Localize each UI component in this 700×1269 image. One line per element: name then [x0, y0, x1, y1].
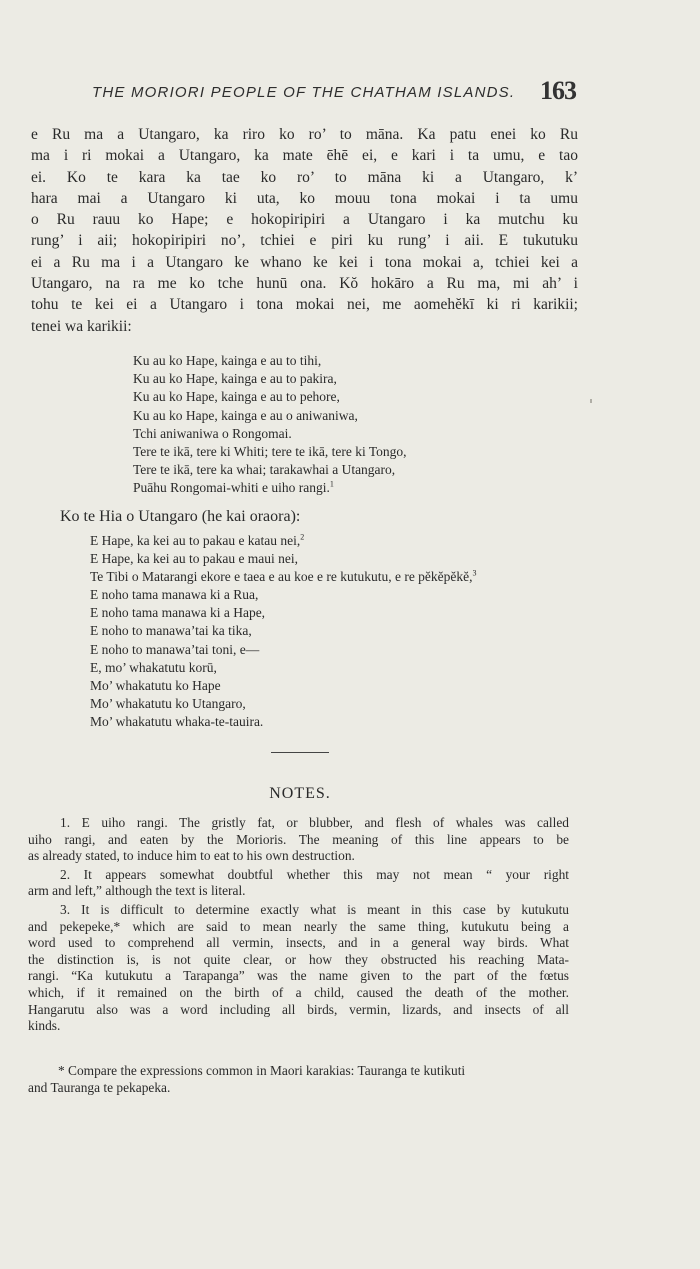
- note-line: 3. It is difficult to determine exactly what is meant in this case by kutukutu: [60, 901, 569, 917]
- chant-line: Tere te ikā, tere ki Whiti; tere te ikā, tere ki Tongo,: [133, 444, 407, 460]
- note-line: the distinction is, is not quite clear, or how they obstructed his reaching Mata-: [28, 951, 569, 967]
- hia-line-text: E Hape, ka kei au to pakau e katau nei,: [90, 533, 301, 548]
- footnote-line: and Tauranga te pekapeka.: [28, 1080, 171, 1095]
- note-line: arm and left,” although the text is literal.: [28, 883, 246, 899]
- hia-line: Mo’ whakatutu ko Hape: [90, 677, 221, 693]
- body-line: ei. Ko te kara ka tae ko ro’ to māna ki a Utangaro, k’: [31, 168, 578, 186]
- body-line: tohu te kei ei a Utangaro i tona mokai nei, me aomehĕkī ki ri karikii;: [31, 296, 578, 314]
- note-line: rangi. “Ka kutukutu a Tarapanga” was the name given to the part of the fœtus: [28, 968, 569, 984]
- note-line: which, if it remained on the birth of a child, caused the death of the mother.: [28, 984, 569, 1000]
- page-speck: [590, 399, 592, 403]
- hia-chant: [90, 532, 477, 731]
- body-line: Utangaro, na ra me ko tche hunū ona. Kŏ hokāro a Ru ma, mi ah’ i: [31, 275, 578, 293]
- body-line: ei a Ru ma i a Utangaro ke whano ke kei i tona mokai a, tchiei kei a: [31, 253, 578, 271]
- note-line: 1. E uiho rangi. The gristly fat, or blubber, and flesh of whales was called: [60, 815, 569, 830]
- note-line: and pekepeke,* which are said to mean nearly the same thing, kutukutu being a: [28, 918, 569, 934]
- subheading: Ko te Hia o Utangaro (he kai oraora):: [60, 508, 301, 525]
- notes-section: [28, 815, 569, 1037]
- chant-line-text: Puāhu Rongomai-whiti e uiho rangi.: [133, 480, 330, 496]
- chant-line: Ku au ko Hape, kainga e au to tihi,: [133, 353, 322, 368]
- note-line: Hangarutu also was a word including all birds, vermin, lizards, and insects of all: [28, 1001, 569, 1017]
- hia-line: E noho to manawa’tai ka tika,: [90, 623, 252, 639]
- hia-line: [90, 568, 477, 586]
- hia-line: E noho tama manawa ki a Hape,: [90, 605, 266, 621]
- note-line: 2. It appears somewhat doubtful whether this may not mean “ your right: [60, 866, 569, 882]
- karakia-chant: [133, 352, 407, 498]
- body-line: hara mai a Utangaro ki uta, ko mouu tona mokai i ta umu: [31, 189, 578, 207]
- hia-line: E noho tama manawa ki a Rua,: [90, 587, 259, 603]
- note-3: [28, 902, 569, 1035]
- notes-heading: NOTES.: [269, 785, 331, 802]
- hia-line: [90, 532, 477, 550]
- hia-line: Mo’ whakatutu ko Utangaro,: [90, 695, 246, 711]
- page-number: 163: [540, 76, 576, 105]
- note-2: [28, 867, 569, 900]
- chant-line: Tere te ikā, tere ka whai; tarakawhai a Utangaro,: [133, 462, 396, 478]
- note-line: word used to comprehend all vermin, insects, and in a general way birds. What: [28, 935, 569, 951]
- hia-line: E noho to manawa’tai toni, e—: [90, 641, 260, 657]
- chant-line: Ku au ko Hape, kainga e au to pehore,: [133, 389, 340, 405]
- chant-line: Ku au ko Hape, kainga e au to pakira,: [133, 371, 337, 387]
- body-line: rung’ i aii; hokopiripiri no’, tchiei e piri ku rung’ i aii. E tukutuku: [31, 232, 578, 250]
- note-1: [28, 815, 569, 865]
- body-line: o Ru rauu ko Hape; e hokopiripiri a Utangaro i ka mutchu ku: [31, 211, 578, 229]
- hia-line: E, mo’ whakatutu korū,: [90, 659, 217, 675]
- chant-line: Tchi aniwaniwa o Rongomai.: [133, 425, 292, 441]
- body-paragraph: [31, 124, 578, 337]
- hia-line: E Hape, ka kei au to pakau e maui nei,: [90, 551, 299, 567]
- footnote-marker: 1: [329, 479, 334, 489]
- footnote-line: * Compare the expressions common in Maori karakias: Tauranga te kutikuti: [58, 1063, 466, 1078]
- body-line: e Ru ma a Utangaro, ka riro ko ro’ to māna. Ka patu enei ko Ru: [31, 126, 578, 143]
- footnote: [28, 1062, 569, 1096]
- footnote-marker: 2: [300, 532, 305, 542]
- note-line: as already stated, to induce him to eat to his own destruction.: [28, 848, 355, 864]
- hia-line-text: Te Tibi o Matarangi ekore e taea e au koe e re kutukutu, e re pĕkĕpĕkĕ,: [90, 569, 473, 585]
- running-head: THE MORIORI PEOPLE OF THE CHATHAM ISLANDS.: [92, 84, 516, 101]
- footnote-marker: 3: [472, 568, 477, 578]
- chant-line: [133, 479, 407, 497]
- hia-line: Mo’ whakatutu whaka-te-tauira.: [90, 713, 264, 729]
- note-line: uiho rangi, and eaten by the Morioris. The meaning of this line appears to be: [28, 831, 569, 847]
- body-line: ma i ri mokai a Utangaro, ka mate ēhē ei, e kari i ta umu, e tao: [31, 147, 578, 165]
- section-divider: [271, 752, 329, 753]
- note-line: kinds.: [28, 1018, 61, 1034]
- body-line: tenei wa karikii:: [31, 317, 132, 335]
- chant-line: Ku au ko Hape, kainga e au o aniwaniwa,: [133, 407, 358, 423]
